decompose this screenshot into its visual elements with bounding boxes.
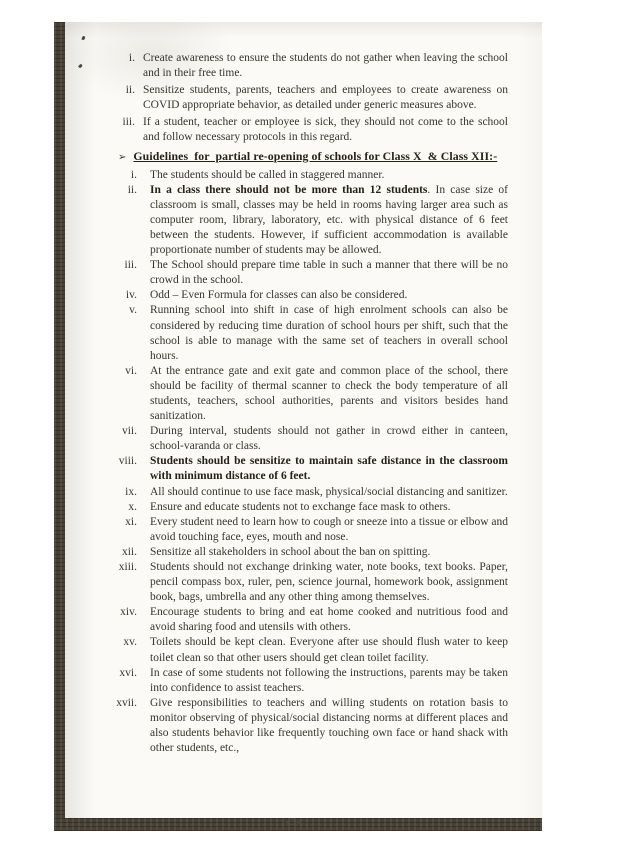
- list-item-number: xvi.: [119, 666, 137, 679]
- list-item-text: Every student need to learn how to cough or sneeze into a tissue or elbow and avoid touching face, eyes, mouth and nose.: [150, 515, 508, 543]
- list-item-text: In case of some students not following the instructions, parents may be taken into confidence to assist teachers.: [150, 666, 508, 694]
- list-item: [65, 515, 542, 545]
- list-item-text: In a class there should not be more than 12 students. In case size of classroom is small, classes may be held in rooms having larger area such as computer room, library, laboratory, etc. with physical distance of 6 feet between the students. However, if sufficient accommodation is available proportionate number of students may be allowed.: [150, 183, 509, 257]
- scan-speck: [81, 36, 85, 41]
- page-number: -3-: [285, 816, 302, 828]
- list-item-number: iii.: [122, 116, 135, 129]
- list-item: [65, 115, 542, 145]
- list-item-bold-text: In a class there should not be more than 12 students: [150, 183, 428, 196]
- list-item: [65, 545, 542, 560]
- list-item-number: iv.: [125, 289, 137, 302]
- list-item-text: Sensitize students, parents, teachers and employees to create awareness on COVID appropriate behavior, as detailed under generic measures above.: [143, 84, 508, 112]
- guidelines-list: [65, 168, 542, 757]
- list-item-number: x.: [128, 500, 137, 513]
- guidelines-heading: [65, 148, 542, 166]
- list-item-number: i.: [128, 52, 135, 64]
- list-item-text: Odd – Even Formula for classes can also be considered.: [150, 289, 408, 302]
- list-item-text: Encourage students to bring and eat home cooked and nutritious food and avoid sharing food and utensils with others.: [150, 606, 508, 634]
- arrow-bullet-icon: ➢: [118, 151, 127, 163]
- list-item: [65, 635, 542, 665]
- list-item-text: The students should be called in staggered manner.: [150, 168, 385, 181]
- list-item-number: xi.: [125, 515, 137, 528]
- list-item: [65, 364, 542, 424]
- list-item-number: i.: [130, 168, 137, 181]
- list-item-number: viii.: [118, 455, 137, 468]
- list-item: [65, 288, 542, 303]
- scan-edge-left: [54, 22, 65, 831]
- list-item: [65, 303, 542, 363]
- list-item-text: Students should not exchange drinking water, note books, text books. Paper, pencil compass box, ruler, pen, science journal, homework book, assignment book, bags, umbrella and any other thing among themselves.: [150, 561, 508, 604]
- list-item-text: Toilets should be kept clean. Everyone after use should flush water to keep toilet clean so that other users should get clean toilet facility.: [150, 636, 508, 664]
- list-item: [65, 424, 542, 454]
- list-item: [65, 168, 542, 183]
- list-item-text: [150, 454, 508, 484]
- list-item-text: Give responsibilities to teachers and willing students on rotation basis to monitor observing of physical/social distancing norms at different places and also students behavior like frequently touching own face or hand shack with other students, etc.,: [150, 696, 508, 755]
- list-item-text: Ensure and educate students not to exchange face mask to others.: [150, 500, 451, 513]
- list-item-number: xiv.: [120, 606, 137, 619]
- list-item-text: All should continue to use face mask, physical/social distancing and sanitizer.: [150, 485, 508, 498]
- list-item-text: Running school into shift in case of high enrolment schools can also be considered by reducing time duration of school hours per shift, such that the school is able to manage with the same set of teachers in overall school hours.: [150, 304, 508, 362]
- list-item-text: If a student, teacher or employee is sick, they should not come to the school and follow necessary protocols in this regard.: [143, 116, 508, 144]
- list-item-text: The School should prepare time table in such a manner that there will be no crowd in the school.: [150, 259, 508, 287]
- list-item: [65, 605, 542, 635]
- list-item-number: ii.: [125, 84, 135, 97]
- list-item-text: During interval, students should not gather in crowd either in canteen, school-varanda or class.: [150, 425, 508, 453]
- list-item: [65, 183, 542, 258]
- list-item-text: Create awareness to ensure the students do not gather when leaving the school and in their free time.: [143, 52, 508, 80]
- guidelines-heading-text: Guidelines for partial re-opening of schools for Class X & Class XII:-: [133, 148, 498, 163]
- list-item-number: xii.: [121, 545, 137, 558]
- list-item-number: xiii.: [118, 561, 137, 573]
- list-item-number: xv.: [123, 636, 137, 649]
- list-item: [65, 485, 542, 500]
- list-item: [65, 258, 542, 288]
- list-item-number: iii.: [124, 259, 137, 272]
- list-item-number: vii.: [121, 425, 137, 438]
- list-item: [65, 83, 542, 113]
- list-item-number: ix.: [125, 485, 137, 498]
- list-item-bold-text: Students should be sensitize to maintain safe distance in the classroom with minimum distance of 6 feet.: [150, 455, 508, 483]
- list-item-text: At the entrance gate and exit gate and common place of the school, there should be facility of thermal scanner to check the body temperature of all students, teachers, school authorities, parents and visitors besides hand sanitization.: [150, 364, 508, 423]
- list-item: [65, 696, 542, 756]
- list-item-text: Sensitize all stakeholders in school about the ban on spitting.: [150, 545, 431, 558]
- list-item: [65, 560, 542, 605]
- scan-background: [54, 22, 542, 831]
- list-item-number: v.: [129, 304, 137, 317]
- list-item: [65, 500, 542, 515]
- list-item-number: ii.: [127, 183, 137, 196]
- page-content: [65, 51, 542, 847]
- intro-list: [65, 51, 542, 146]
- list-item-number: xvii.: [116, 696, 137, 709]
- scanned-page: [65, 22, 542, 828]
- list-item: [65, 666, 542, 696]
- list-item: [65, 454, 542, 484]
- list-item-number: vi.: [125, 364, 137, 377]
- list-item: [65, 51, 542, 81]
